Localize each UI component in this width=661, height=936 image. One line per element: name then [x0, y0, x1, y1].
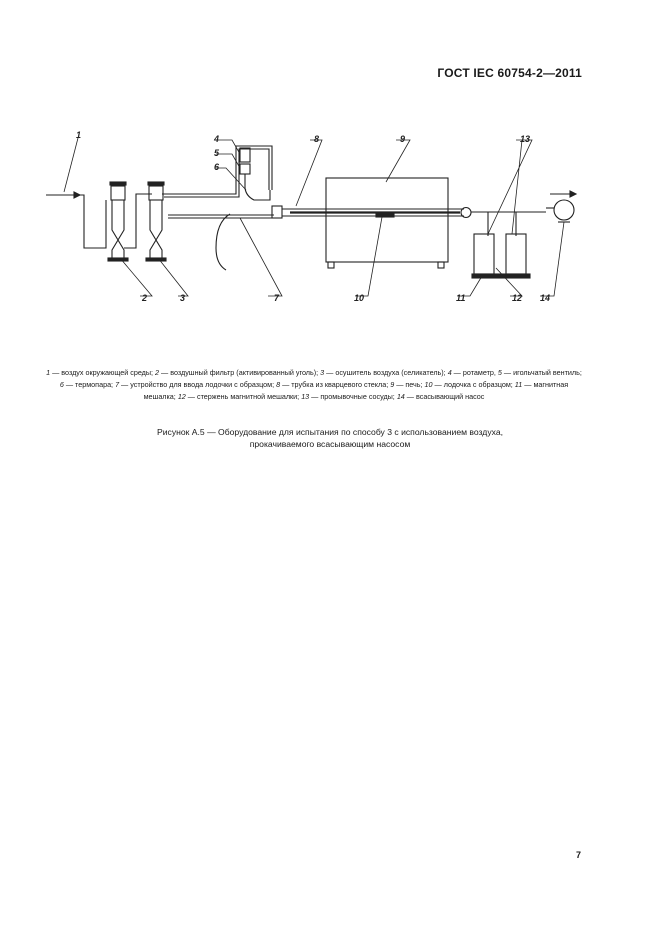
legend-sep: —: [324, 368, 336, 377]
wash-bottle-1: [474, 234, 494, 274]
document-header: ГОСТ IEC 60754-2—2011: [437, 66, 582, 80]
legend-num: 3: [320, 368, 325, 377]
legend-sep: —: [309, 392, 321, 401]
leader-1: [64, 138, 78, 192]
sample-boat: [376, 214, 394, 217]
leader-6: [216, 168, 246, 190]
leader-12: [496, 268, 522, 296]
legend-item: [397, 392, 485, 401]
wash-bottle-2: [506, 234, 526, 274]
leader-10: [356, 217, 382, 296]
legend-text: воздух окружающей среды;: [61, 368, 154, 377]
tube-end-cap: [461, 208, 471, 218]
figure-legend: [44, 367, 584, 403]
leader-13: [488, 140, 532, 234]
legend-text: устройство для ввода лодочки с образцом;: [130, 380, 275, 389]
legend-sep: —: [50, 368, 62, 377]
leader-8: [296, 140, 322, 206]
legend-text: стержень магнитной мешалки;: [197, 392, 300, 401]
legend-num: 10: [424, 380, 433, 389]
legend-item: [115, 380, 274, 389]
label-2: 2: [142, 293, 148, 303]
legend-num: 8: [276, 380, 281, 389]
legend-num: 5: [497, 368, 502, 377]
legend-num: 4: [447, 368, 452, 377]
legend-text: всасывающий насос: [416, 392, 485, 401]
insertion-device: [272, 206, 282, 218]
legend-item: [425, 380, 513, 389]
inlet-arrowhead: [74, 192, 80, 198]
apparatus-figure: [40, 130, 600, 310]
legend-text: игольчатый вентиль;: [513, 368, 582, 377]
leader-2: [120, 258, 152, 296]
legend-sep: —: [522, 380, 534, 389]
legend-item: [390, 380, 422, 389]
label-7: 7: [274, 293, 280, 303]
legend-item: [276, 380, 388, 389]
legend-item: [46, 368, 153, 377]
legend-text: лодочка с образцом;: [443, 380, 513, 389]
legend-item: [448, 368, 496, 377]
label-5: 5: [214, 148, 220, 158]
legend-sep: —: [432, 380, 444, 389]
legend-num: 1: [46, 368, 51, 377]
legend-sep: —: [119, 380, 131, 389]
legend-text: ротаметр,: [462, 368, 496, 377]
legend-sep: —: [451, 368, 463, 377]
legend-item: [60, 380, 113, 389]
needle-valve: [240, 164, 250, 174]
legend-sep: —: [185, 392, 197, 401]
legend-item: [155, 368, 318, 377]
legend-num: 13: [301, 392, 310, 401]
label-10: 10: [354, 293, 365, 303]
legend-item: [301, 392, 395, 401]
legend-item: [498, 368, 582, 377]
label-14: 14: [540, 293, 551, 303]
page-number: 7: [576, 850, 582, 860]
legend-item: [178, 392, 299, 401]
legend-text: осушитель воздуха (селикатель);: [335, 368, 446, 377]
leader-3: [158, 258, 188, 296]
furnace-foot-left: [328, 262, 334, 268]
legend-num: 6: [59, 380, 64, 389]
label-11: 11: [456, 293, 466, 303]
furnace: [326, 178, 448, 262]
legend-text: воздушный фильтр (активированный уголь);: [170, 368, 319, 377]
pump-exhaust-arrowhead: [570, 191, 576, 197]
legend-num: 11: [514, 380, 523, 389]
legend-sep: —: [404, 392, 416, 401]
label-13: 13: [520, 134, 531, 144]
legend-num: 9: [390, 380, 395, 389]
leader-9: [386, 140, 410, 182]
figure-caption: [40, 426, 620, 450]
filter-dryer-tube: [124, 194, 152, 248]
legend-num: 7: [115, 380, 120, 389]
legend-text: трубка из кварцевого стекла;: [291, 380, 389, 389]
label-9: 9: [400, 134, 406, 144]
caption-line-2: прокачиваемого всасывающим насосом: [249, 439, 411, 449]
legend-text: промывочные сосуды;: [320, 392, 395, 401]
valve-tube: [245, 174, 270, 200]
apparatus-diagram: [40, 130, 600, 310]
suction-pump: [554, 200, 574, 220]
label-3: 3: [180, 293, 186, 303]
caption-line-1: Рисунок А.5 — Оборудование для испытания по способу 3 с использованием воздуха,: [156, 427, 503, 437]
legend-text: магнитная мешалка;: [143, 380, 569, 401]
leader-7: [240, 218, 282, 296]
thermocouple-wire: [216, 214, 230, 270]
legend-num: 14: [396, 392, 405, 401]
legend-num: 12: [177, 392, 186, 401]
legend-sep: —: [63, 380, 76, 389]
furnace-foot-right: [438, 262, 444, 268]
air-filter-column: [108, 182, 128, 261]
legend-sep: —: [280, 380, 292, 389]
inlet-tube: [80, 195, 106, 248]
label-4: 4: [214, 134, 220, 144]
label-1: 1: [76, 130, 82, 140]
legend-sep: —: [394, 380, 406, 389]
legend-num: 2: [155, 368, 160, 377]
label-8: 8: [314, 134, 320, 144]
label-6: 6: [214, 162, 220, 172]
label-12: 12: [512, 293, 523, 303]
legend-text: термопара;: [75, 380, 114, 389]
legend-sep: —: [159, 368, 171, 377]
legend-item: [320, 368, 446, 377]
legend-sep: —: [501, 368, 514, 377]
rotameter: [240, 148, 250, 162]
tube-to-wash-bottle-1: [471, 212, 488, 236]
leader-14: [540, 222, 564, 296]
legend-text: печь;: [405, 380, 423, 389]
